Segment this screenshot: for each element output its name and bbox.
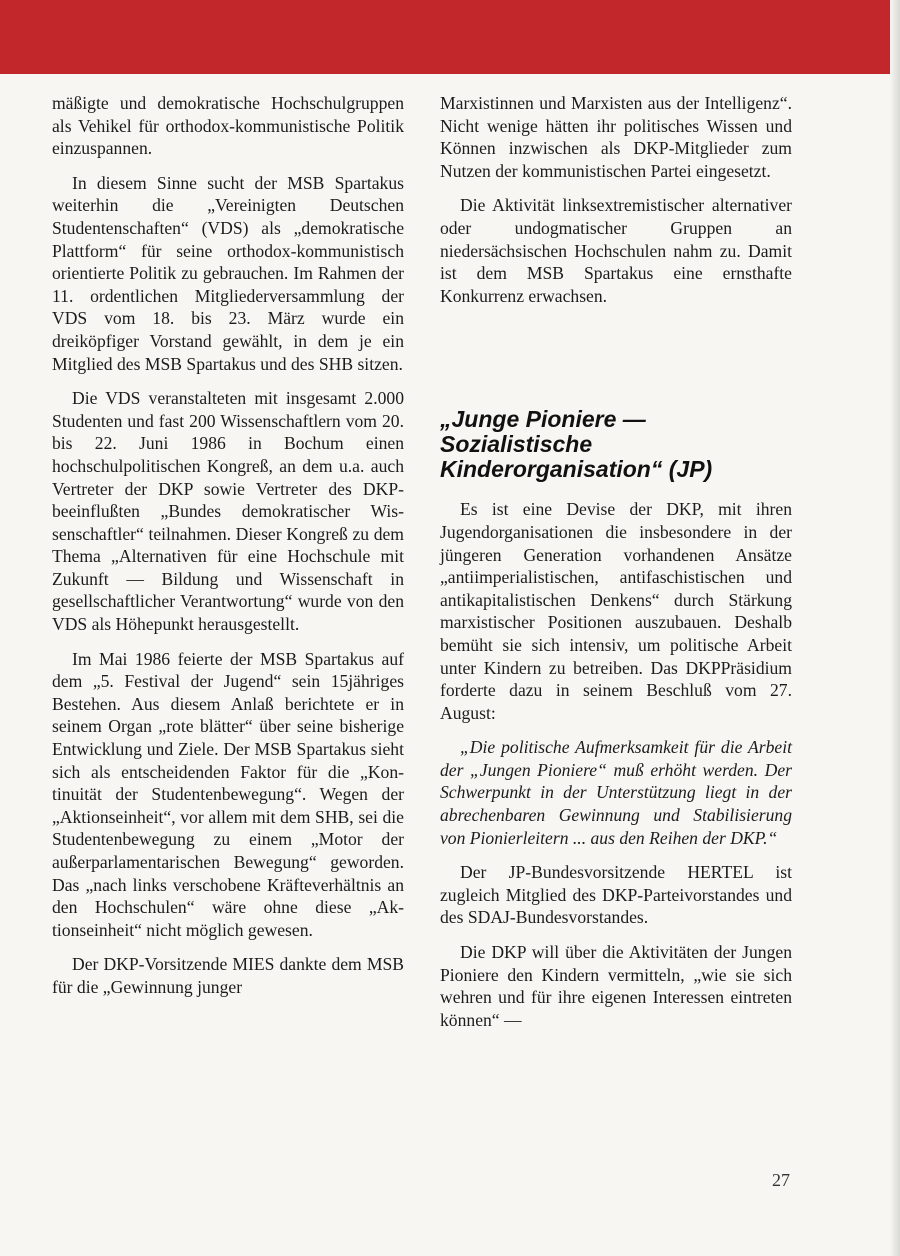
right-column: [440, 92, 792, 1043]
right-paragraph-3: Es ist eine Devise der DKP, mit ihren Jugendorganisationen die insbesondere in der jüngeren Generation vorhandenen Ansätze „antiimperialistischen, antifaschistischen und antikapitalistischen Denkens“ durch Stärkung marxistischer Positionen auszubauen. Deshalb bemüht sie sich intensiv, um politische Arbeit unter Kindern zu betreiben. Das DKPPräsidium forderte dazu in seinem Beschluß vom 27. August:: [440, 499, 792, 723]
right-paragraph-2: Die Aktivität linksextremistischer alternativer oder undogmatischer Gruppen an niedersächsischen Hochschulen nahm zu. Damit ist dem MSB Spartakus eine ernsthafte Konkurrenz erwachsen.: [440, 195, 792, 306]
section-heading: „Junge Pioniere — Sozialistische Kinderorganisation“ (JP): [440, 406, 713, 483]
right-paragraph-4: Der JP-Bundesvorsitzende HERTEL ist zugleich Mitglied des DKP-Parteivorstandes und des SDAJ-Bundesvorstandes.: [440, 862, 792, 928]
left-paragraph-1: mäßigte und demokratische Hochschulgruppen als Vehikel für orthodox-kommunistische Politik einzuspannen.: [52, 93, 404, 159]
page-edge-shadow: [890, 0, 900, 1256]
left-paragraph-5: Der DKP-Vorsitzende MIES dankte dem MSB für die „Gewinnung junger: [52, 954, 404, 997]
right-paragraph-1: Marxistinnen und Marxisten aus der Intelligenz“. Nicht wenige hätten ihr politisches Wissen und Können inzwischen als DKP-Mitglieder zum Nutzen der kommunistischen Partei eingesetzt.: [440, 93, 792, 181]
block-quote: „Die politische Aufmerksamkeit für die Arbeit der „Jungen Pioniere“ muß erhöht werden. Der Schwerpunkt in der Unterstützung liegt in der abrechenbaren Gewinnung und Stabilisierung von Pionierleitern ... aus den Reihen der DKP.“: [440, 737, 792, 848]
top-color-band: [0, 0, 900, 74]
left-paragraph-2: In diesem Sinne sucht der MSB Spartakus weiterhin die „Vereinigten Deutschen Studentenschaften“ (VDS) als „demokratische Plattform“ für seine orthodox-kommunistisch orientierte Politik zu gebrauchen. Im Rahmen der 11. ordentlichen Mitgliederversammlung der VDS vom 18. bis 23. März wurde ein dreiköpfiger Vorstand gewählt, in dem je ein Mitglied des MSB Spartakus und des SHB sitzen.: [52, 172, 404, 374]
page-number: 27: [772, 1170, 790, 1190]
right-paragraph-5: Die DKP will über die Aktivitäten der Jungen Pioniere den Kindern vermitteln, „wie sie sich wehren und für ihre eigenen Interessen eintreten können“ —: [440, 942, 792, 1030]
left-paragraph-3: Die VDS veranstalteten mit insgesamt 2.000 Studenten und fast 200 Wissenschaftlern vom 20. bis 22. Juni 1986 in Bochum einen hochschulpolitischen Kongreß, an dem u.a. auch Vertreter der DKP sowie Vertreter des DKP-beeinflußten „Bundes demokratischer Wissenschaftler“ teilnahmen. Dieser Kongreß zu dem Thema „Alternativen für eine Hochschule mit Zukunft — Bildung und Wissenschaft in gesellschaftlicher Verantwortung“ wurde von den VDS als Höhepunkt herausgestellt.: [52, 388, 404, 635]
left-paragraph-4: Im Mai 1986 feierte der MSB Spartakus auf dem „5. Festival der Jugend“ sein 15jähriges Bestehen. Aus diesem Anlaß berichtete er in seinem Organ „rote blätter“ über seine bisherige Entwicklung und Ziele. Der MSB Spartakus sieht sich als entscheidenden Faktor für die „Kontinuität der Studentenbewegung“. Wegen der „Aktionseinheit“, vor allem mit dem SHB, sei die Studentenbewegung zu einem „Motor der außerparlamentarischen Bewegung“ geworden. Das „nach links verschobene Kräfteverhältnis an den Hochschulen“ wäre ohne diese „Aktionseinheit“ nicht möglich gewesen.: [52, 648, 404, 940]
left-column: [52, 92, 404, 1011]
